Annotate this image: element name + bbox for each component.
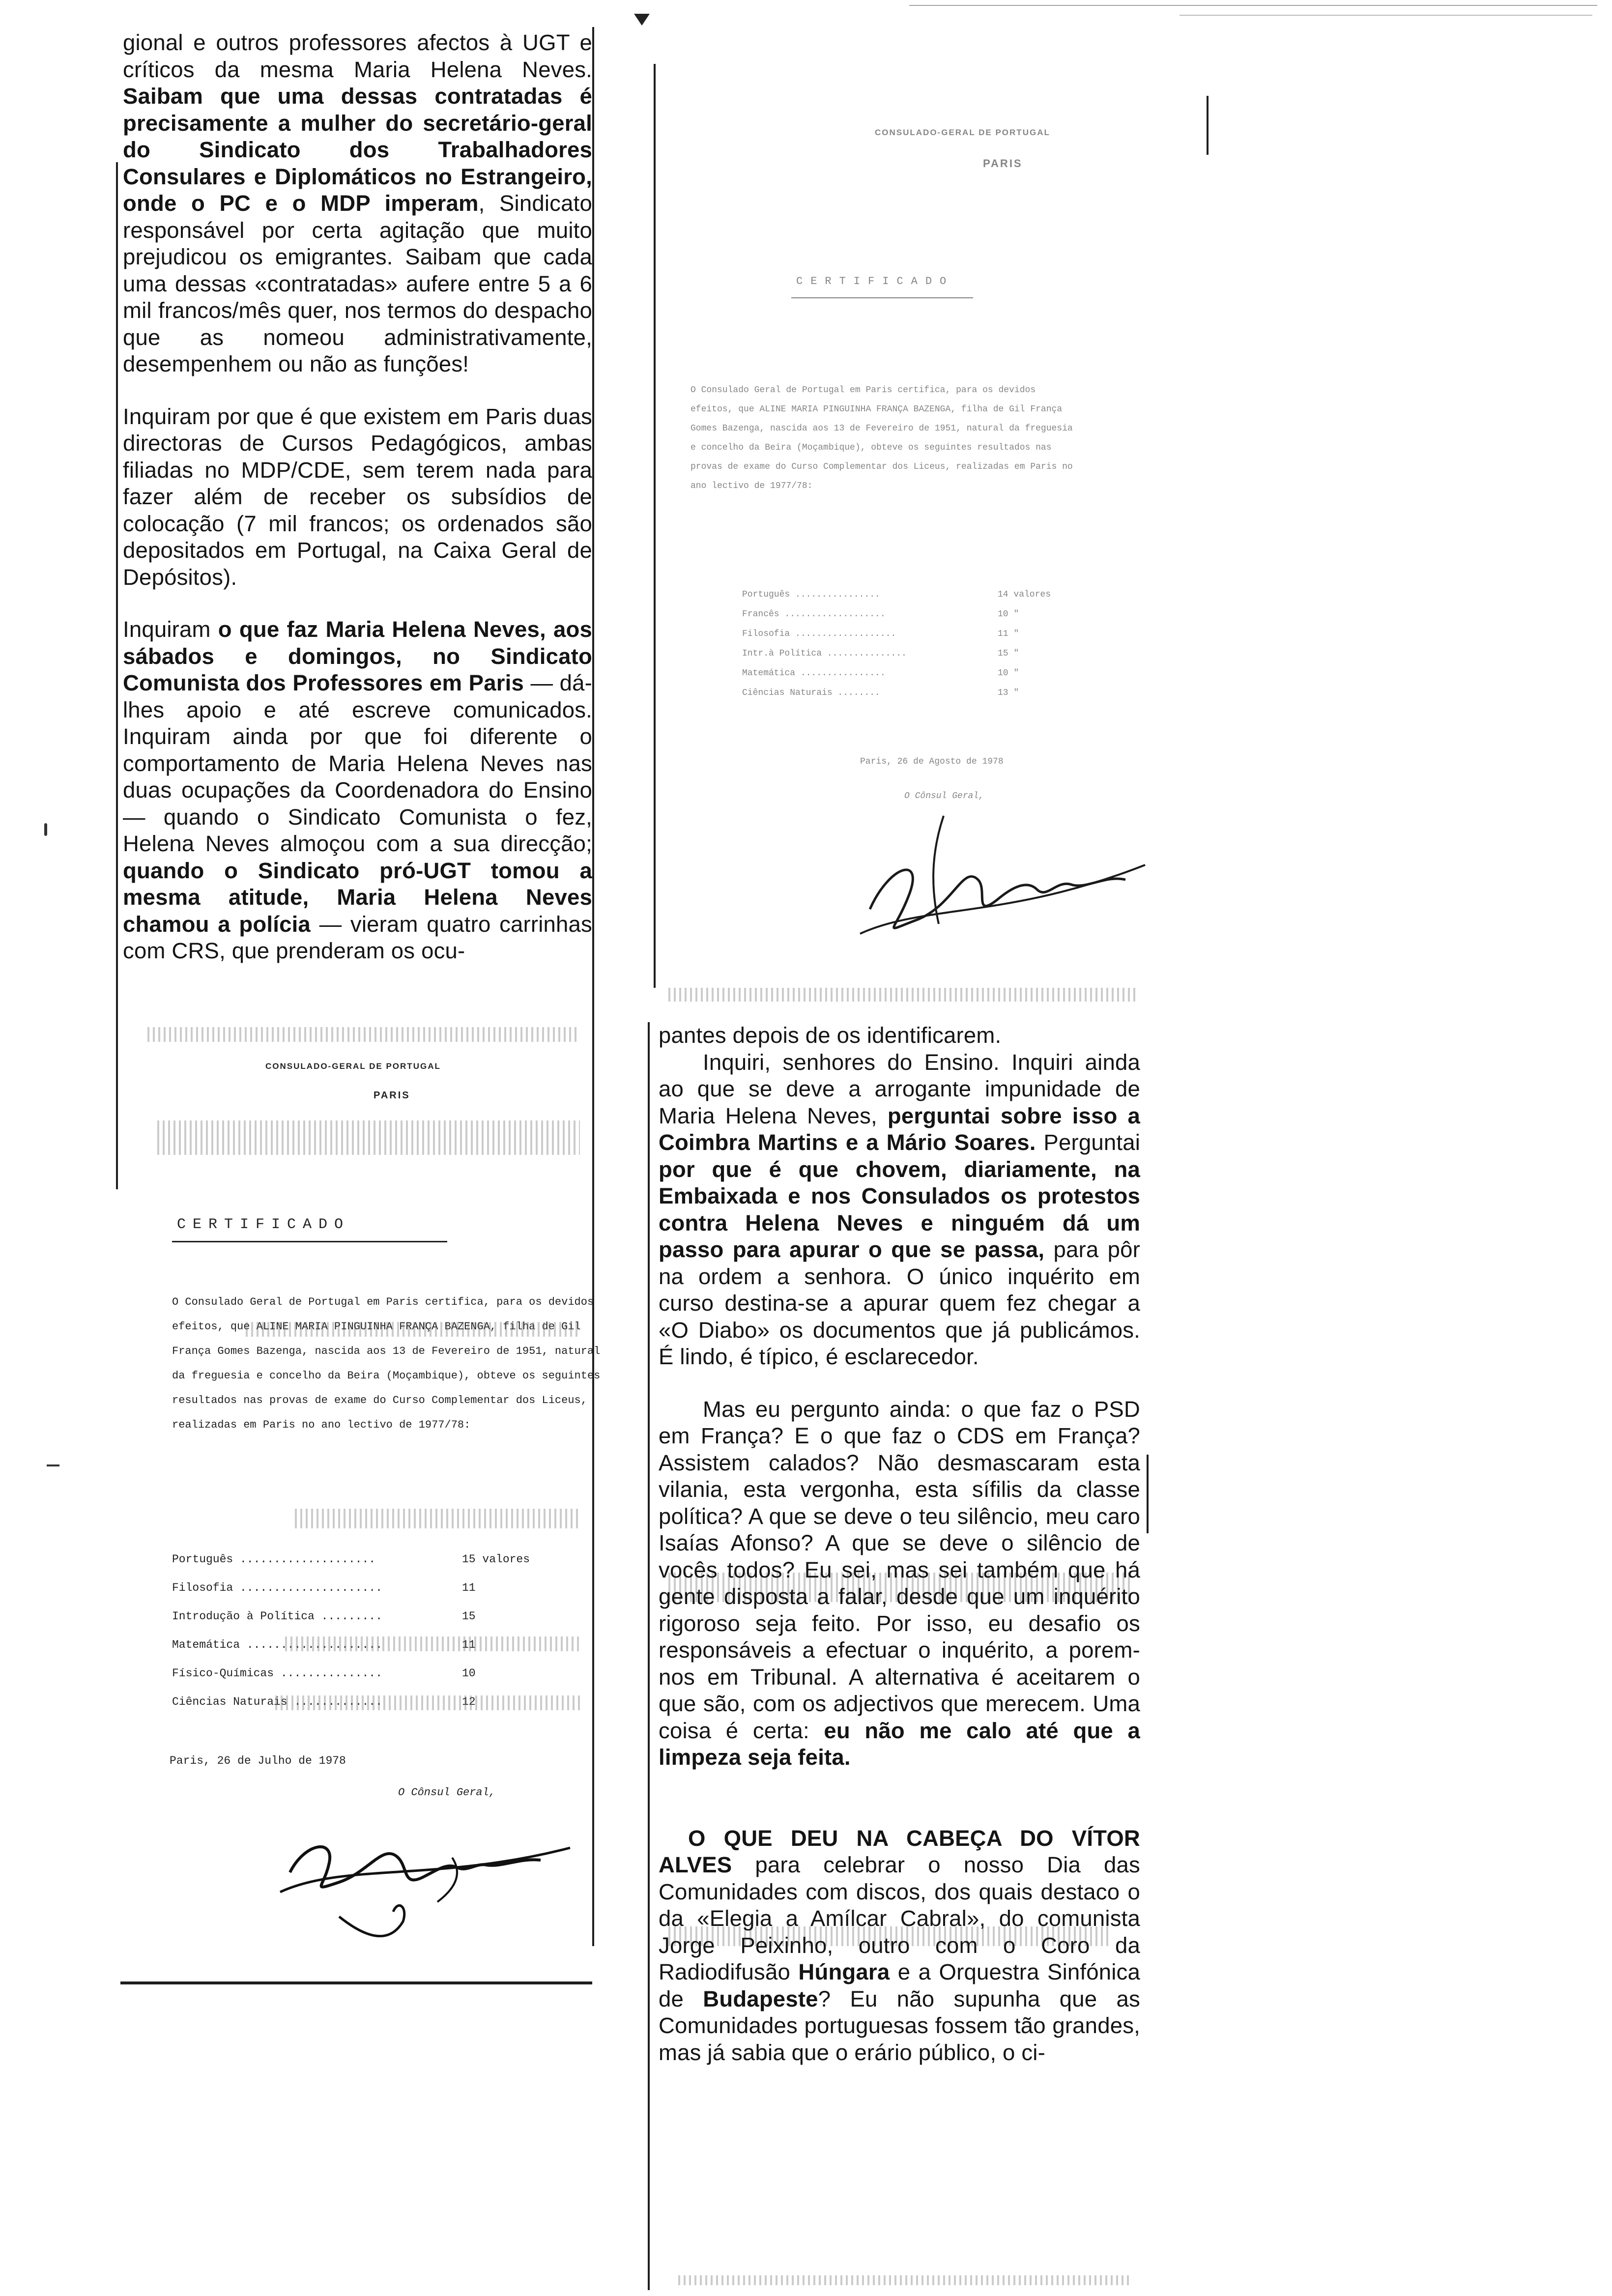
grade-row <box>742 629 896 639</box>
text-run: para celebrar o nosso Dia das Comunidades com discos, dos quais destaco o da «Elegia a Amílcar Cabral», do comunista Jorge Peixinho, outro com o Coro da Radiodifusão <box>659 1852 1140 1984</box>
scan-noise <box>275 1695 580 1710</box>
scan-noise <box>668 988 1135 1002</box>
city-label: PARIS <box>374 1090 410 1101</box>
gutter-rule <box>654 64 656 988</box>
title-underline <box>791 297 973 298</box>
grade-subject: Filosofia ................... <box>742 629 896 639</box>
grade-row <box>742 668 886 678</box>
grade-row <box>172 1581 382 1594</box>
grade-subject: Introdução à Política ......... <box>172 1610 382 1623</box>
signature-line <box>437 1858 457 1902</box>
grade-value: 14 valores <box>998 590 1051 600</box>
grade-value: 12 <box>462 1695 476 1708</box>
grade-row <box>742 688 880 698</box>
consul-label: O Cônsul Geral, <box>904 791 984 801</box>
section-heading: O QUE DEU NA CABEÇA DO VÍTOR ALVES <box>659 1825 1140 1877</box>
text-run-bold: Saibam que uma dessas contratadas é precisamente a mulher do secretário-geral do Sindicato dos Trabalhadores Consulares e Diplomáticos no Estrangeiro, onde o PC e o MDP imperam <box>123 84 592 216</box>
text-run: e a Orquestra Sinfónica de <box>659 1959 1140 2011</box>
consulate-header: CONSULADO-GERAL DE PORTUGAL <box>875 128 1050 137</box>
paragraph <box>659 1049 1140 1371</box>
certificate-title: CERTIFICADO <box>796 275 954 287</box>
grade-value: 10 " <box>998 609 1019 619</box>
text-run-bold: eu não me calo até que a limpeza seja feita. <box>659 1718 1140 1770</box>
scan-noise <box>246 1322 580 1337</box>
scan-noise <box>678 2275 1130 2285</box>
scan-noise <box>157 1120 580 1155</box>
text-run: — dá-lhes apoio e até escreve comunicados. Inquiram ainda por que foi diferente o comportamento de Maria Helena Neves nas duas ocupações da Coordenadora do Ensino — quando o Sindicato Comunista o fez, Helena Neves almoçou com a sua direcção; <box>123 670 592 856</box>
title-underline <box>172 1241 447 1242</box>
signature-top <box>850 806 1155 953</box>
scan-noise <box>295 1509 580 1528</box>
grade-value: 15 " <box>998 649 1019 659</box>
signature-bottom <box>275 1799 580 1956</box>
grade-subject: Físico-Químicas ............... <box>172 1667 382 1680</box>
certificate-title: CERTIFICADO <box>177 1216 350 1233</box>
grade-value: 11 " <box>998 629 1019 639</box>
doc-bottom-rule <box>120 1981 592 1984</box>
grade-row <box>172 1610 382 1623</box>
signature-stroke <box>290 1847 541 1887</box>
grade-subject: Intr.à Política ............... <box>742 649 907 659</box>
grade-value: 11 <box>462 1581 476 1594</box>
grade-subject: Português ................ <box>742 590 880 600</box>
consul-label: O Cônsul Geral, <box>398 1786 496 1799</box>
grade-value: 13 " <box>998 688 1019 698</box>
grade-row <box>742 609 886 619</box>
top-right-scan-line <box>909 5 1597 6</box>
right-text-edge-rule <box>1147 1455 1149 1533</box>
certificate-date: Paris, 26 de Agosto de 1978 <box>860 757 1004 767</box>
grade-value: 10 <box>462 1667 476 1680</box>
signature-tail <box>339 1905 404 1936</box>
text-run: pantes depois de os identificarem. <box>659 1023 1002 1048</box>
text-run: Perguntai <box>1036 1130 1141 1155</box>
grade-row <box>172 1553 375 1566</box>
text-run: Mas eu pergunto ainda: o que faz o PSD em França? E o que faz o CDS em França? Assistem calados? Não desmascaram esta vilania, esta vergonha, esta sífilis da classe política? A que se deve o teu silêncio, meu caro Isaías Afonso? A que se deve o silêncio de vocês todos? Eu sei, mas sei também que há gente disposta a falar, desde que um inquérito rigoroso seja feito. Por isso, eu desafio os responsáveis a efectuar o inquérito, a porem-nos em Tribunal. A alternativa é aceitarem o que são, com os adjectivos que merecem. Uma coisa é certa: <box>659 1396 1140 1743</box>
text-run-bold: o que faz Maria Helena Neves, aos sábados e domingos, no Sindicato Comunista dos Professores em Paris <box>123 617 593 695</box>
grade-subject: Matemática .................... <box>172 1638 382 1651</box>
grade-row <box>172 1667 382 1680</box>
certificate-body: O Consulado Geral de Portugal em Paris certifica, para os devidos efeitos, que ALINE MARIA PINGUINHA FRANÇA BAZENGA, filha de Gil França Gomes Bazenga, nascida aos 13 de Fevereiro de 1951, natural da freguesia e concelho da Beira (Moçambique), obteve os seguintes resultados nas provas de exame do Curso Complementar dos Liceus, realizadas em Paris no ano lectivo de 1977/78: <box>172 1296 601 1431</box>
consulate-header: CONSULADO-GERAL DE PORTUGAL <box>265 1062 441 1071</box>
paragraph <box>123 29 592 378</box>
paragraph <box>659 1396 1140 1771</box>
gutter-rule-lower <box>648 1022 650 2290</box>
paragraph <box>659 1825 1140 2066</box>
grade-value: 11 <box>462 1638 476 1651</box>
text-run: Inquiram por que é que existem em Paris duas directoras de Cursos Pedagógicos, ambas filiadas no MDP/CDE, sem terem nada para fazer além de receber os subsídios de colocação (7 mil francos; os ordenados são depositados em Portugal, na Caixa Geral de Depósitos). <box>123 403 592 590</box>
grade-subject: Filosofia ..................... <box>172 1581 382 1594</box>
text-run-bold: quando o Sindicato pró-UGT tomou a mesma atitude, Maria Helena Neves chamou a polícia <box>123 858 592 937</box>
certificate-date: Paris, 26 de Julho de 1978 <box>170 1754 346 1767</box>
scan-noise <box>285 1636 580 1651</box>
paragraph <box>123 403 592 591</box>
text-run: Inquiram <box>123 617 218 642</box>
grades-list <box>742 590 1086 727</box>
grade-subject: Ciências Naturais ........ <box>742 688 880 698</box>
scan-mark-left <box>44 823 47 836</box>
paragraph <box>123 616 592 965</box>
text-run: , Sindicato responsável por certa agitação que muito prejudicou os emigrantes. Saibam que cada uma dessas «contratadas» aufere entre 5 a 6 mil francos/mês quer, nos termos do despacho que as nomeou administrativamente, desempenhem ou não as funções! <box>123 191 592 376</box>
text-run: ? Eu não supunha que as Comunidades portuguesas fossem tão grandes, mas já sabia que o erário público, o ci- <box>659 1986 1140 2065</box>
grade-value: 15 <box>462 1610 476 1623</box>
grade-subject: Português .................... <box>172 1553 376 1566</box>
grade-subject: Ciências Naturais ............. <box>172 1695 382 1708</box>
paragraph <box>659 1022 1140 1049</box>
right-column-text <box>659 1022 1140 2066</box>
tack-mark-icon <box>634 14 650 26</box>
left-column-rule <box>116 162 118 1189</box>
text-run-bold: Húngara <box>798 1959 890 1984</box>
doc-right-edge-rule <box>1207 96 1209 155</box>
city-label: PARIS <box>983 157 1023 170</box>
text-run: gional e outros professores afectos à UGT e críticos da mesma Maria Helena Neves. <box>123 30 592 82</box>
grade-value: 10 " <box>998 668 1019 678</box>
grade-subject: Francês ................... <box>742 609 886 619</box>
grade-row <box>742 649 907 659</box>
signature-flourish <box>860 865 1145 934</box>
grade-subject: Matemática ................ <box>742 668 886 678</box>
text-run-bold: por que é que chovem, diariamente, na Embaixada e nos Consulados os protestos contra Helena Neves e ninguém dá um passo para apurar o que se passa, <box>659 1156 1140 1262</box>
text-run: para pôr na ordem a senhora. O único inquérito em curso destina-se a apurar quem fez chegar a «O Diabo» os documentos que já publicámos. É lindo, é típico, é esclarecedor. <box>659 1237 1140 1369</box>
grade-row <box>742 590 880 600</box>
grade-value: 15 valores <box>462 1553 530 1566</box>
scan-noise <box>147 1027 580 1042</box>
text-run-bold: perguntai sobre isso a Coimbra Martins e a Mário Soares. <box>659 1103 1141 1155</box>
text-run-bold: Budapeste <box>703 1986 818 2011</box>
certificate-body: O Consulado Geral de Portugal em Paris certifica, para os devidos efeitos, que ALINE MARIA PINGUINHA FRANÇA BAZENGA, filha de Gil França Gomes Bazenga, nascida aos 13 de Fevereiro de 1951, natural da freguesia e concelho da Beira (Moçambique), obteve os seguintes resultados nas provas de exame do Curso Complementar dos Liceus, realizadas em Paris no ano lectivo de 1977/78: <box>691 385 1073 491</box>
text-run: Inquiri, senhores do Ensino. Inquiri ainda ao que se deve a arrogante impunidade de Maria Helena Neves, <box>659 1049 1140 1128</box>
text-run: — vieram quatro carrinhas com CRS, que prenderam os ocu- <box>123 911 593 963</box>
scan-mark-left-2 <box>47 1464 59 1466</box>
top-right-scan-line-2 <box>1180 15 1592 16</box>
left-column-text <box>123 29 592 965</box>
